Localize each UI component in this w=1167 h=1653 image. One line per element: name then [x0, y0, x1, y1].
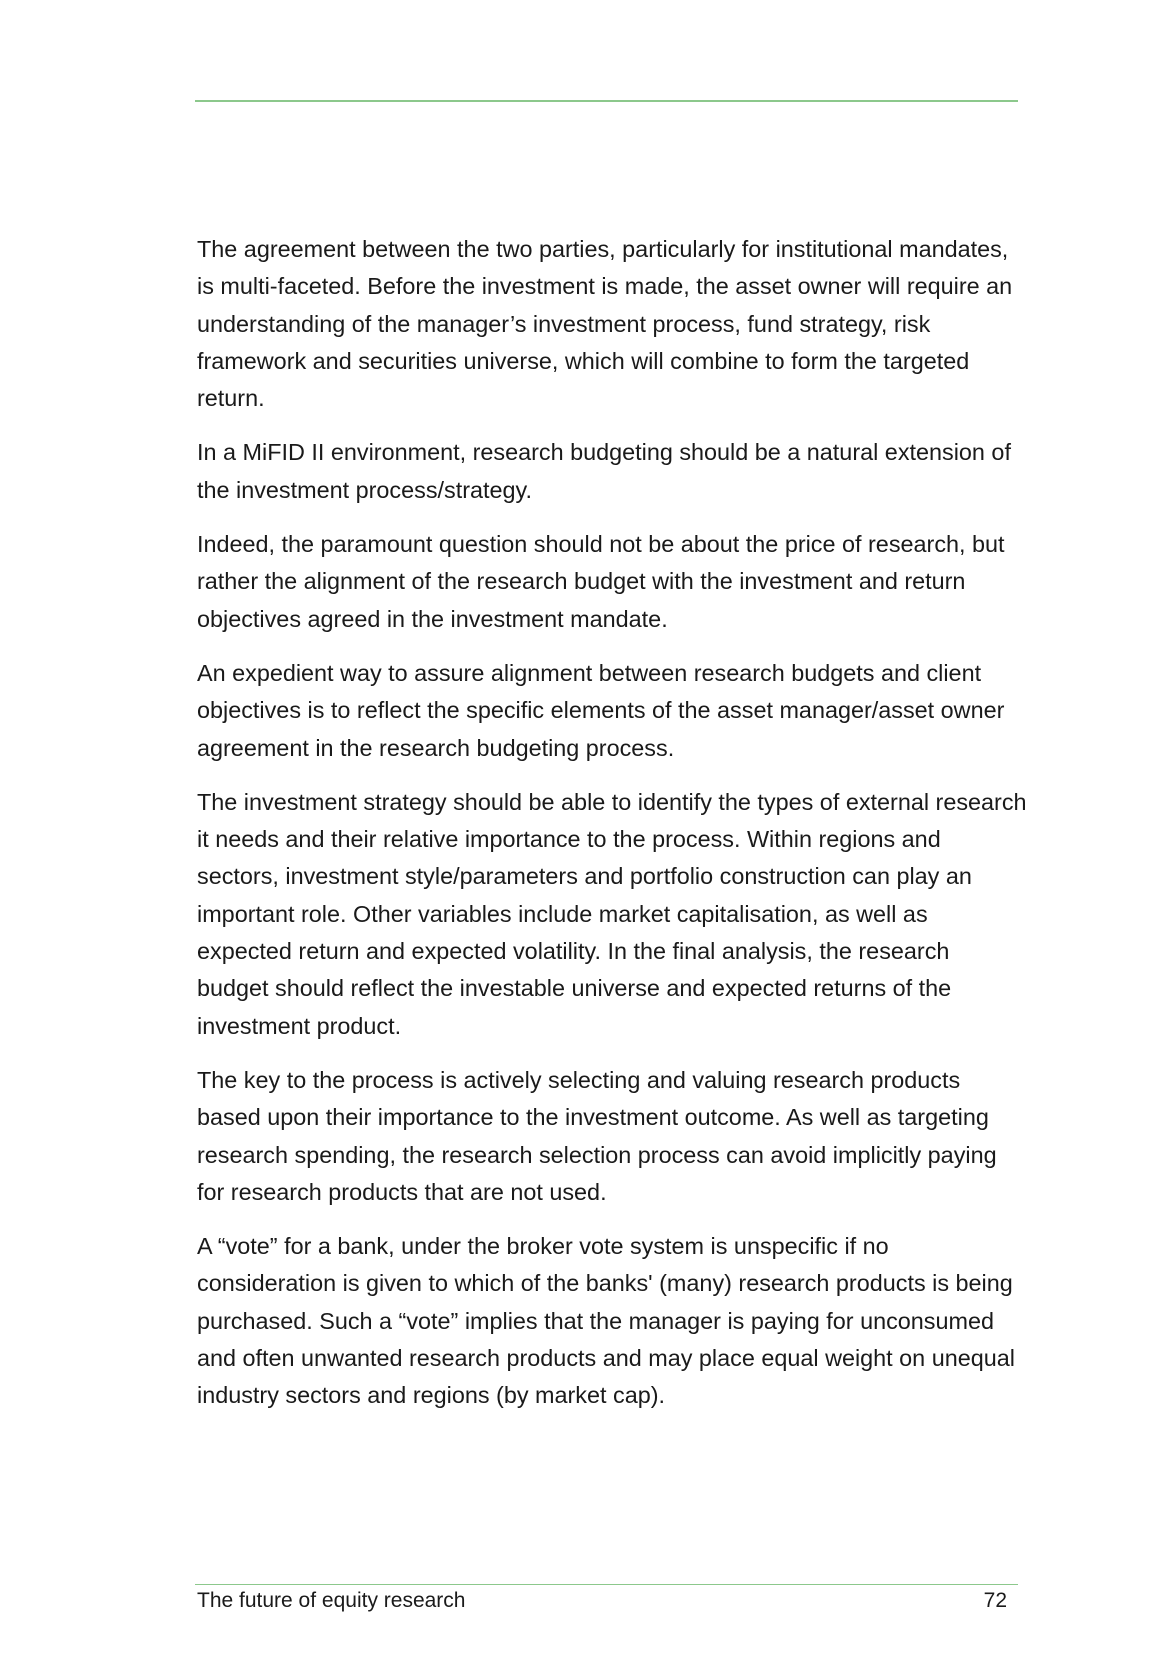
paragraph: A “vote” for a bank, under the broker vote system is unspecific if no consideration is given to which of the banks' (many) research products is being purchased. Such a “vote” implies that the manager is paying for unconsumed and often unwanted research products and may place equal weight on unequal industry sectors and regions (by market cap). — [197, 1233, 1015, 1409]
paragraph: Indeed, the paramount question should not be about the price of research, but rather the alignment of the research budget with the investment and return objectives agreed in the investment mandate. — [197, 531, 1005, 632]
paragraph: The agreement between the two parties, particularly for institutional mandates, is multi-faceted. Before the investment is made, the asset owner will require an understanding of the manager’s investment process, fund strategy, risk framework and securities universe, which will combine to form the targeted return. — [197, 236, 1013, 412]
paragraph: The key to the process is actively selecting and valuing research products based upon their importance to the investment outcome. As well as targeting research spending, the research selection process can avoid implicitly paying for research products that are not used. — [197, 1066, 997, 1205]
paragraph: The investment strategy should be able to identify the types of external research it needs and their relative importance to the process. Within regions and sectors, investment style/parameters and portfolio construction can play an important role. Other variables include market capitalisation, as well as expected return and expected volatility. In the final analysis, the research budget should reflect the investable universe and expected returns of the investment product. — [197, 788, 1027, 1039]
header-rule — [195, 100, 1018, 102]
body-text — [197, 231, 1027, 1432]
paragraph: An expedient way to assure alignment between research budgets and client objectives is to reflect the specific elements of the asset manager/asset owner agreement in the research budgeting process. — [197, 659, 1005, 761]
footer-rule — [195, 1584, 1018, 1585]
footer-title: The future of equity research — [197, 1589, 466, 1612]
paragraph: In a MiFID II environment, research budgeting should be a natural extension of the investment process/strategy. — [197, 439, 1011, 503]
page-number: 72 — [983, 1589, 1007, 1612]
